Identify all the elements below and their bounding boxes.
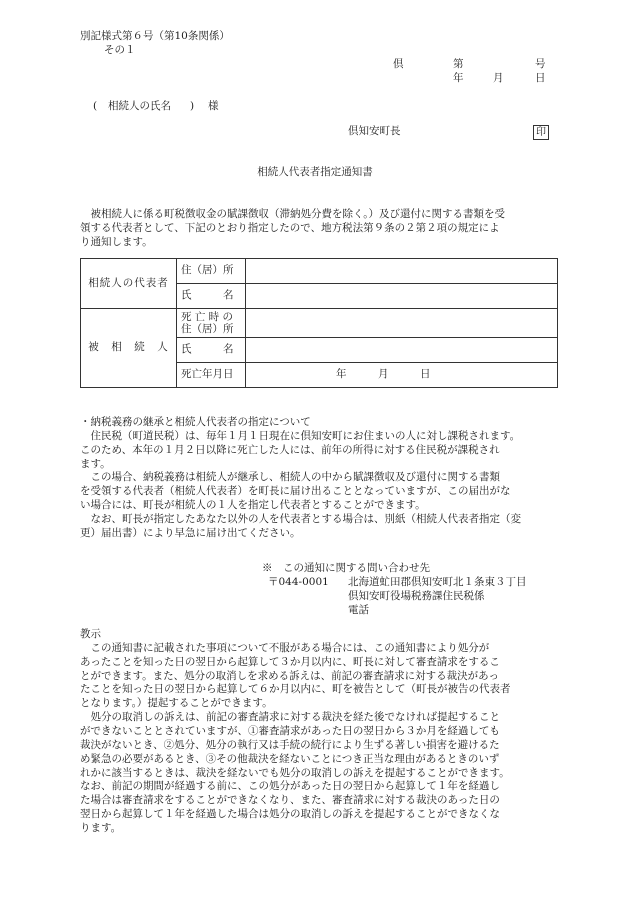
designation-table xyxy=(80,258,558,388)
notes-line: い場合には、町長が相続人の１人を指定し代表者とすることができます。 xyxy=(80,499,426,512)
doc-number-dai: 第 xyxy=(453,58,464,70)
addressee-open-paren: ( xyxy=(93,100,98,112)
intro-line: 被相続人に係る町税徴収金の賦課徴収（滞納処分費を除く。）及び還付に関する書類を受 xyxy=(90,208,506,220)
instruction-line: なお、前記の期間が経過する前に、この処分があった日の翌日から起算して１年を経過し xyxy=(80,780,500,793)
deceased-address-cell[interactable] xyxy=(246,309,558,338)
document-title: 相続人代表者指定通知書 xyxy=(257,166,373,178)
instruction-line: め緊急の必要があるとき、③その他裁決を経ないことにつき正当な理由があるときのいず xyxy=(80,752,500,765)
doc-number-go: 号 xyxy=(535,58,546,70)
instruction-line: 裁決がないとき、②処分、処分の執行又は手続の続行により生ずる著しい損害を避けるた xyxy=(80,738,500,751)
instruction-section xyxy=(80,628,550,836)
addressee-honorific: 様 xyxy=(208,100,219,112)
intro-line: 領する代表者として、下記のとおり指定したので、地方税法第９条の２第２項の規定によ xyxy=(80,221,500,234)
death-address-label-line: 住（居）所 xyxy=(181,323,234,335)
instruction-line: あったことを知った日の翌日から起算して３か月以内に、町長に対して審査請求をするこ xyxy=(80,655,500,668)
notes-section xyxy=(80,416,550,541)
doc-number-prefix: 倶 xyxy=(393,58,404,70)
notes-line: ます。 xyxy=(80,457,111,470)
form-title: 別記様式第６号（第10条関係） xyxy=(80,30,230,42)
notes-line: なお、町長が指定したあなた以外の人を代表者とする場合は、別紙（相続人代表者指定（変 xyxy=(90,513,521,526)
instruction-heading: 教示 xyxy=(80,628,101,640)
address-label: 住（居）所 xyxy=(177,259,246,284)
contact-address: 北海道虻田郡倶知安町北１条東３丁目 xyxy=(348,576,527,588)
death-address-label-line: 死 亡 時 の xyxy=(181,310,234,323)
date-year: 年 xyxy=(453,72,464,84)
instruction-line: 処分の取消しの訴えは、前記の審査請求に対する裁決を経た後でなければ提起すること xyxy=(90,711,500,724)
notes-line: 更）届出書）により早急に届け出てください。 xyxy=(80,526,301,539)
death-name-label: 氏 名 xyxy=(177,338,246,363)
notes-heading: ・納税義務の継承と相続人代表者の指定について xyxy=(80,416,311,428)
date-month: 月 xyxy=(493,72,504,84)
contact-postal: 〒044-0001 xyxy=(268,576,329,588)
instruction-line: ができないこととされていますが、①審査請求があった日の翌日から３か月を経過しても xyxy=(80,725,500,738)
instruction-line: た場合は審査請求をすることができなくなり、また、審査請求に対する裁決のあった日の xyxy=(80,794,500,807)
instruction-line: ります。 xyxy=(80,822,122,835)
representative-address-cell[interactable] xyxy=(246,259,558,284)
deceased-label: 被 相 続 人 xyxy=(81,309,177,388)
seal-mark: 印 xyxy=(533,125,549,140)
notes-line: 住民税（町道民税）は、毎年１月１日現在に倶知安町にお住まいの人に対し課税されます。 xyxy=(90,429,521,442)
representative-name-cell[interactable] xyxy=(246,284,558,309)
contact-office: 倶知安町役場税務課住民税係 xyxy=(348,590,485,602)
instruction-line: となります。）提起することができます。 xyxy=(80,697,273,710)
intro-line: り通知します。 xyxy=(80,235,153,248)
form-subtitle: その１ xyxy=(104,44,136,56)
sender-title: 倶知安町長 xyxy=(348,125,401,137)
instruction-line: れかに該当するときは、裁決を経ないでも処分の取消しの訴えを提起することができます。 xyxy=(80,766,510,779)
notes-line: を受領する代表者（相続人代表者）を町長に届け出ることとなっていますが、この届出がな xyxy=(80,485,511,498)
instruction-line: 翌日から起算して１年を経過した場合は処分の取消しの訴えを提起することができなくな xyxy=(80,808,500,821)
name-label: 氏 名 xyxy=(177,284,246,309)
contact-phone-label: 電話 xyxy=(348,604,369,616)
instruction-line: この通知書に記載された事項について不服がある場合には、この通知書により処分が xyxy=(90,641,490,654)
addressee-close-paren: ) xyxy=(190,100,195,112)
instruction-line: たことを知った日の翌日から起算して６か月以内に、町を被告として（町長が被告の代表者 xyxy=(80,683,511,696)
contact-heading: ※ この通知に関する問い合わせ先 xyxy=(262,562,430,574)
addressee-name-label: 相続人の氏名 xyxy=(108,100,171,112)
death-date-label: 死亡年月日 xyxy=(177,363,246,388)
deceased-name-cell[interactable] xyxy=(246,338,558,363)
death-date-value[interactable]: 年 月 日 xyxy=(246,363,558,388)
notes-line: この場合、納税義務は相続人が継承し、相続人の中から賦課徴収及び還付に関する書類 xyxy=(90,471,500,484)
death-address-label xyxy=(177,309,246,338)
representative-label: 相続人の代表者 xyxy=(81,259,177,309)
instruction-line: とができます。また、処分の取消しを求める訴えは、前記の審査請求に対する裁決があっ xyxy=(80,669,500,682)
date-day: 日 xyxy=(535,72,546,84)
intro-paragraph xyxy=(80,208,550,250)
notes-line: このため、本年の１月２日以降に死亡した人には、前年の所得に対する住民税が課税され xyxy=(80,443,500,456)
